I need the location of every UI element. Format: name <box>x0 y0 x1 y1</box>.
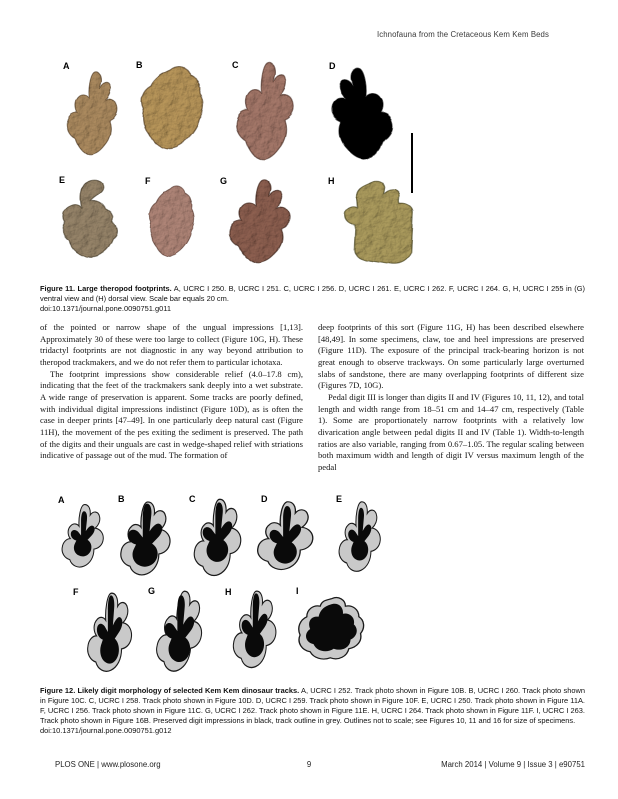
footprint-photo-b-icon <box>126 62 222 174</box>
fig11-panel-label-c: C <box>232 60 239 70</box>
running-head: Ichnofauna from the Cretaceous Kem Kem Beds <box>376 30 549 39</box>
track-outline-d-icon <box>250 499 324 577</box>
figure11-caption-title: Figure 11. Large theropod footprints. <box>40 284 172 293</box>
fig12-panel-label-b: B <box>118 494 125 504</box>
fig11-panel-label-h: H <box>328 176 335 186</box>
fig11-panel-label-d: D <box>329 61 336 71</box>
body-paragraph: of the pointed or narrow shape of the ungual impressions [1,13]. Approximately 30 of these were too large to collect (Figure 10G, H). These tridactyl footprints are not diagnostic in any way beyond attribution to theropod trackmakers, and we do not refer them to particular ichotaxa. <box>40 322 303 367</box>
footprint-photo-e-icon <box>48 178 140 280</box>
body-paragraph: The footprint impressions show considerable relief (4.0–17.8 cm), indicating that the feet of the trackmakers sank deeply into a wet substrate. A wide range of preservation is apparent. Some tracks are poorly defined, with individual digital impressions indistinct (Figure 10D), as is often the case in deeper prints [47–49]. In one particularly deep natural cast (Figure 11H), the movement of the pes exiting the sediment is preserved. The path of the digits and their unguals are cast in wedge-shaped relief with striations indicative of passage out of the mud. The formation of <box>40 368 303 461</box>
track-outline-h-icon <box>224 588 288 676</box>
figure12-doi: doi:10.1371/journal.pone.0090751.g012 <box>40 726 172 735</box>
fig12-panel-label-c: C <box>189 494 196 504</box>
fig11-panel-label-a: A <box>63 61 70 71</box>
body-paragraph: deep footprints of this sort (Figure 11G, H) has been described elsewhere [48,49]. In some specimens, claw, toe and heel impressions are preserved (Figure 11D). The exposure of the principal track-bearing horizon is not great enough to observe trackways. On some particularly large overturned slabs of sandstone, there are many overlapping footprints of different size (Figures 7D, 10G). <box>318 322 584 391</box>
fig12-panel-label-i: I <box>296 586 299 596</box>
body-column-right <box>318 322 584 474</box>
track-outline-c-icon <box>186 497 252 583</box>
footer-journal: PLOS ONE | www.plosone.org <box>55 760 161 769</box>
track-outline-g-icon <box>148 588 214 680</box>
fig12-panel-label-a: A <box>58 495 65 505</box>
figure11-caption-text: A, UCRC I 250. B, UCRC I 251. C, UCRC I 256. D, UCRC I 261. E, UCRC I 262. F, UCRC I 264. G, H, UCRC I 255 in (G) ventral view and (H) dorsal view. Scale bar equals 20 cm. <box>40 284 586 303</box>
figure12-caption-text: A, UCRC I 252. Track photo shown in Figure 10B. B, UCRC I 260. Track photo shown in Figure 10C. C, UCRC I 258. Track photo shown in Figure 10D. D, UCRC I 259. Track photo shown in Figure 10F. E, UCRC I 250. Track photo shown in Figure 11A. F, UCRC I 256. Track photo shown in Figure 11C. G, UCRC I 262. Track photo shown in Figure 11E. H, UCRC I 264. Track photo shown in Figure 11F. I, UCRC I 263. Track photo shown in Figure 16B. Preserved digit impressions in black, track outline in grey. Outlines not to scale; see Figures 10, 11 and 16 for size of specimens. <box>40 686 586 725</box>
track-outline-f-icon <box>78 590 144 680</box>
fig11-panel-label-f: F <box>145 176 151 186</box>
track-outline-i-icon <box>290 594 374 670</box>
footprint-photo-f-icon <box>138 182 208 278</box>
footprint-photo-c-icon <box>224 58 310 180</box>
body-paragraph: Pedal digit III is longer than digits II and IV (Figures 10, 11, 12), and total length and width range from 18–51 cm and 14–47 cm, respectively (Table 1). Some are proportionately narrow footprints with a relatively low divarication angle between pedal digits II and IV (Table 1). Width-to-length ratios are also variable, ranging from 0.67–1.05. The regular scaling between both maximum width and length of digit IV versus maximum length of the pedal <box>318 391 584 472</box>
footprint-photo-g-icon <box>216 176 308 280</box>
figure12-caption-title: Figure 12. Likely digit morphology of selected Kem Kem dinosaur tracks. <box>40 686 300 695</box>
track-outline-e-icon <box>330 499 392 579</box>
scale-bar <box>411 133 413 193</box>
footprint-photo-a-icon <box>56 68 132 172</box>
footprint-photo-h-icon <box>328 178 430 280</box>
figure11-caption <box>40 284 585 304</box>
body-column-left <box>40 322 303 462</box>
track-outline-b-icon <box>110 499 184 583</box>
fig11-panel-label-e: E <box>59 175 66 185</box>
fig11-panel-label-b: B <box>136 60 143 70</box>
footer-issue-info: March 2014 | Volume 9 | Issue 3 | e90751 <box>441 760 585 769</box>
footprint-photo-d-icon <box>314 64 406 178</box>
footer-page-number: 9 <box>306 760 312 769</box>
fig12-panel-label-g: G <box>148 586 156 596</box>
fig12-panel-label-d: D <box>261 494 268 504</box>
figure11-doi: doi:10.1371/journal.pone.0090751.g011 <box>40 304 171 313</box>
track-outline-a-icon <box>53 502 115 574</box>
page-footer <box>0 760 618 774</box>
fig11-panel-label-g: G <box>220 176 228 186</box>
fig12-panel-label-e: E <box>336 494 343 504</box>
fig12-panel-label-f: F <box>73 587 79 597</box>
figure12-caption <box>40 686 585 726</box>
fig12-panel-label-h: H <box>225 587 232 597</box>
